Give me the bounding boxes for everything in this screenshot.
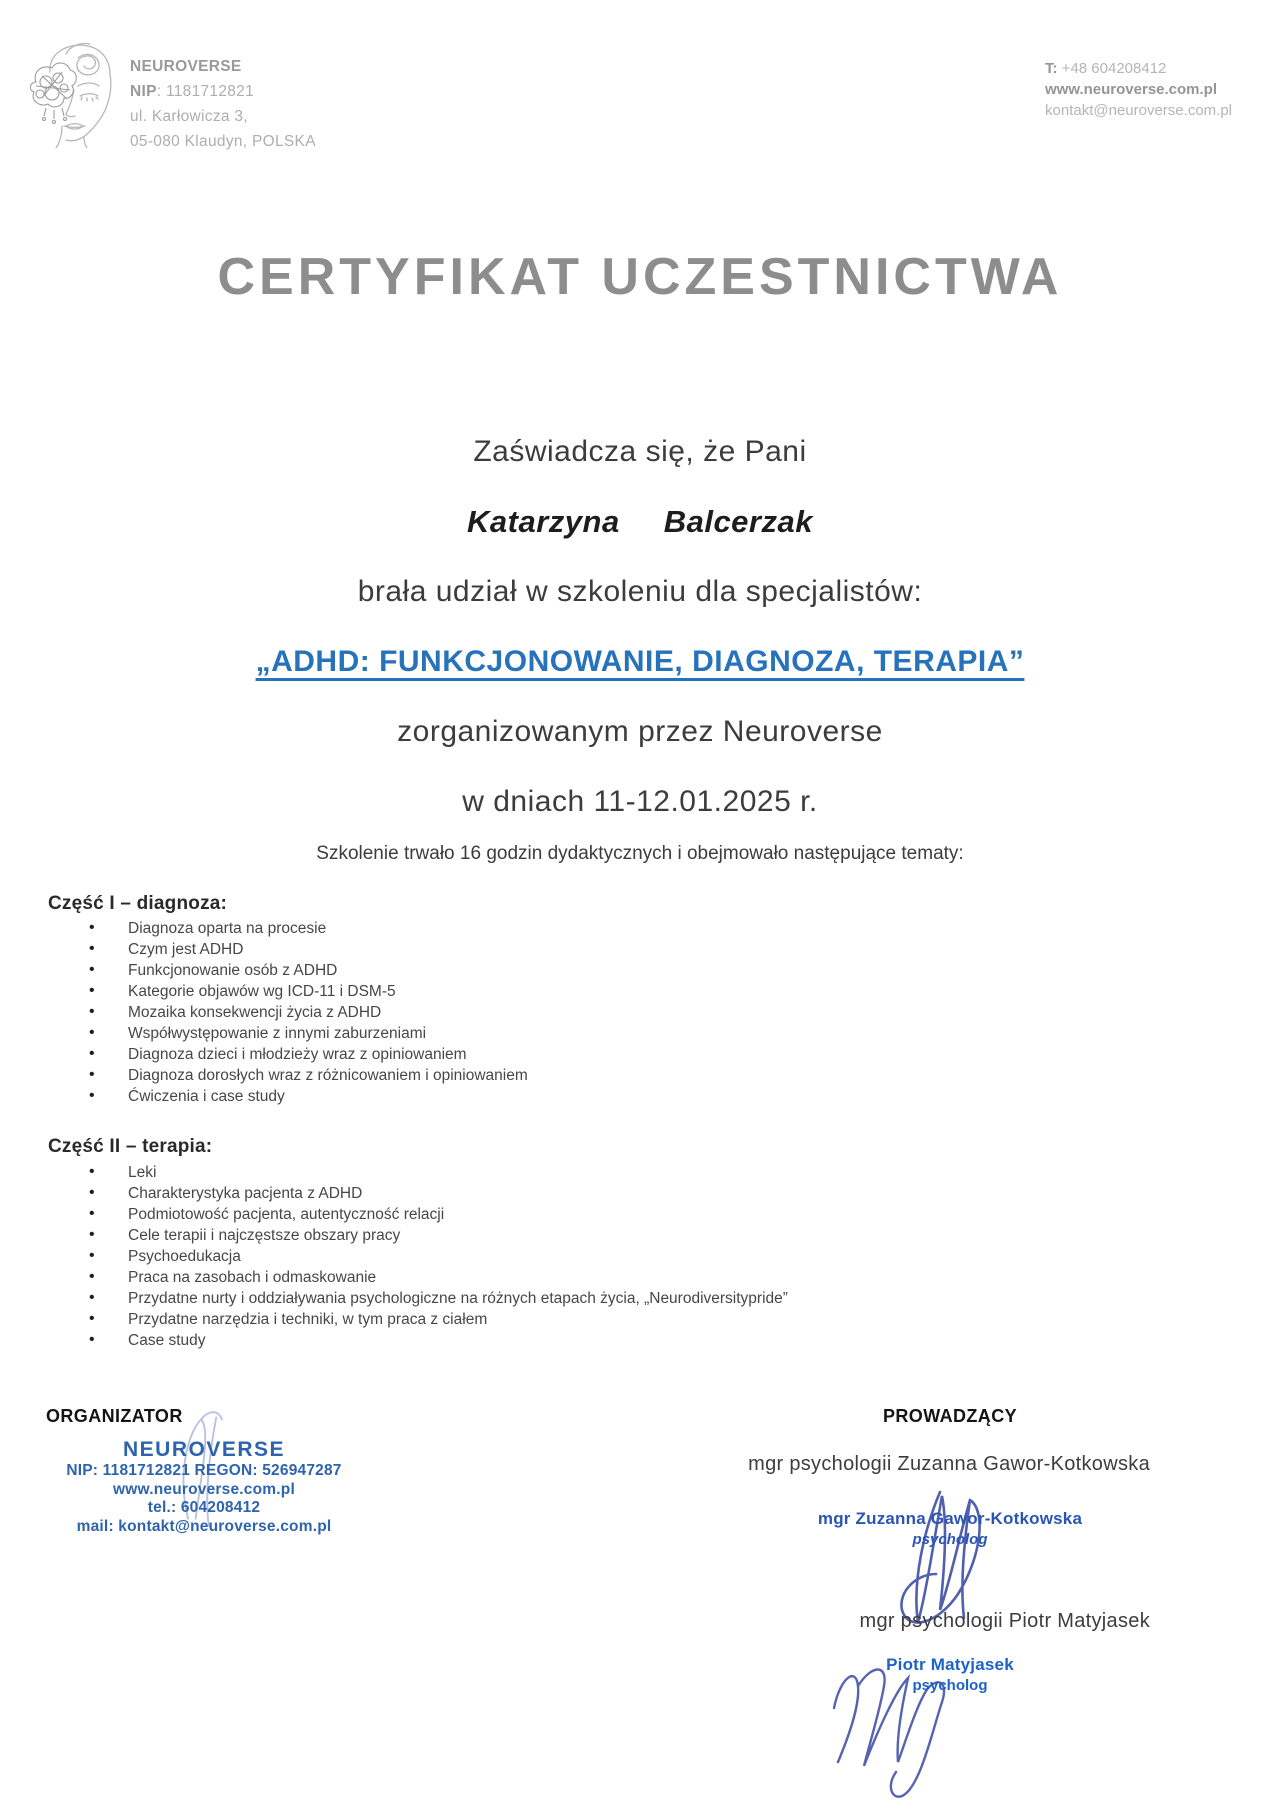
statement-participation: brała udział w szkoleniu dla specjalistów: (357, 575, 923, 608)
presenter-2-stamp-title: psycholog (912, 1677, 988, 1694)
presenter-1-stamp-title: psycholog (912, 1531, 988, 1548)
organizer-stamp-registration: NIP: 1181712821 REGON: 526947287 (66, 1462, 342, 1479)
organizer-stamp-email: mail: kontakt@neuroverse.com.pl (76, 1517, 332, 1535)
section-1-heading: Część I – diagnoza: (48, 893, 228, 914)
neuroverse-logo-icon (20, 38, 124, 148)
presenter-1-name: mgr psychologii Zuzanna Gawor-Kotkowska (748, 1453, 1150, 1475)
section-2-topic-list (48, 1162, 1232, 1351)
organizer-label: ORGANIZATOR (46, 1406, 183, 1426)
organizer-stamp-website: www.neuroverse.com.pl (113, 1480, 295, 1498)
nip-label: NIP (130, 83, 157, 100)
participant-name (0, 504, 1280, 540)
topic-item: • Kategorie objawów wg ICD-11 i DSM-5 (48, 981, 1232, 1002)
phone-value: +48 604208412 (1057, 60, 1167, 77)
participant-first-name: Katarzyna (467, 504, 620, 539)
topic-item: • Leki (48, 1162, 1232, 1183)
topic-item: • Czym jest ADHD (48, 939, 1232, 960)
presenter-1-stamp-name: mgr Zuzanna Gawor-Kotkowska (817, 1509, 1083, 1528)
course-summary: Szkolenie trwało 16 godzin dydaktycznych i obejmowało następujące tematy: (316, 843, 964, 864)
topic-item: • Diagnoza dorosłych wraz z różnicowaniem i opiniowaniem (48, 1065, 1232, 1086)
presenters-label: PROWADZĄCY (883, 1406, 1017, 1426)
topic-item: • Przydatne narzędzia i techniki, w tym praca z ciałem (48, 1309, 1232, 1330)
topic-item: • Charakterystyka pacjenta z ADHD (48, 1183, 1232, 1204)
topic-item: • Funkcjonowanie osób z ADHD (48, 960, 1232, 981)
topic-item: • Ćwiczenia i case study (48, 1086, 1232, 1107)
topic-item: • Psychoedukacja (48, 1246, 1232, 1267)
phone-label: T: (1045, 60, 1058, 77)
company-name: NEUROVERSE (130, 58, 242, 75)
topic-item: • Podmiotowość pacjenta, autentyczność relacji (48, 1204, 1232, 1225)
presenter-2-name: mgr psychologii Piotr Matyjasek (859, 1610, 1150, 1632)
topic-item: • Praca na zasobach i odmaskowanie (48, 1267, 1232, 1288)
statement-dates: w dniach 11-12.01.2025 r. (462, 785, 818, 818)
organizer-stamp-phone: tel.: 604208412 (147, 1499, 261, 1516)
company-address-line2: 05-080 Klaudyn, POLSKA (130, 133, 316, 150)
topic-item: • Przydatne nurty i oddziaływania psychologiczne na różnych etapach życia, „Neurodiversitypride” (48, 1288, 1232, 1309)
section-part-1 (0, 893, 1280, 1107)
organizer-stamp-name: NEUROVERSE (122, 1438, 286, 1461)
presenter-2-stamp (800, 1654, 1100, 1695)
presenter-1-stamp (790, 1508, 1110, 1549)
company-info (130, 54, 316, 154)
statement-organized-by: zorganizowanym przez Neuroverse (397, 715, 883, 748)
statement-intro: Zaświadcza się, że Pani (473, 435, 807, 468)
section-2-heading: Część II – terapia: (48, 1136, 213, 1157)
topic-item: • Współwystępowanie z innymi zaburzeniami (48, 1023, 1232, 1044)
topic-item: • Cele terapii i najczęstsze obszary pracy (48, 1225, 1232, 1246)
presenter-2-stamp-name: Piotr Matyjasek (886, 1655, 1014, 1674)
section-part-2 (0, 1136, 1280, 1351)
presenter-2-signature (800, 1638, 1100, 1800)
header (0, 0, 1280, 154)
certificate-title: CERTYFIKAT UCZESTNICTWA (217, 248, 1063, 306)
topic-item: • Mozaika konsekwencji życia z ADHD (48, 1002, 1232, 1023)
contact-website: www.neuroverse.com.pl (1045, 81, 1218, 98)
company-nip (130, 79, 316, 104)
topic-item: • Diagnoza dzieci i młodzieży wraz z opiniowaniem (48, 1044, 1232, 1065)
company-address-line1: ul. Karłowicza 3, (130, 108, 248, 125)
course-title: „ADHD: FUNKCJONOWANIE, DIAGNOZA, TERAPIA” (255, 645, 1025, 678)
nip-value: : 1181712821 (156, 83, 255, 100)
topic-item: • Diagnoza oparta na procesie (48, 918, 1232, 939)
contact-email: kontakt@neuroverse.com.pl (1045, 102, 1232, 119)
topic-item: • Case study (48, 1330, 1232, 1351)
header-company-block (20, 38, 316, 154)
organizer-stamp (34, 1438, 374, 1536)
section-1-topic-list (48, 918, 1232, 1107)
contact-phone (1045, 58, 1232, 79)
participant-last-name: Balcerzak (663, 504, 813, 539)
header-contact-block (1045, 58, 1232, 121)
footer (0, 1398, 1280, 1810)
statement (0, 434, 1280, 866)
